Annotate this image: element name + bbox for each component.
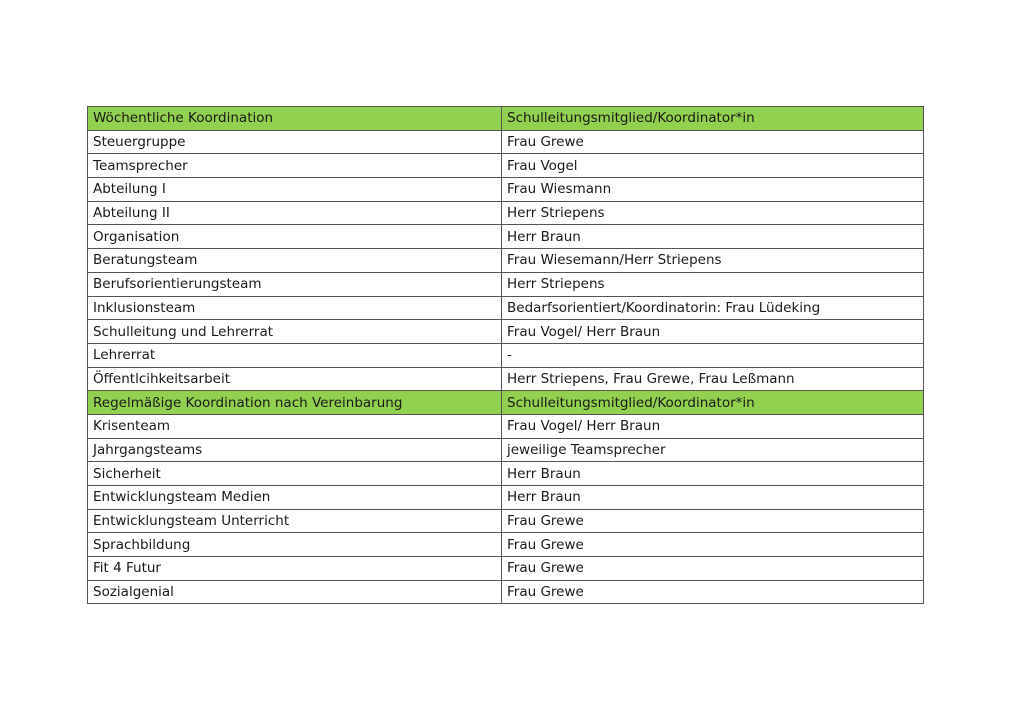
table-row	[88, 580, 924, 604]
table-row	[88, 201, 924, 225]
team-cell: Schulleitung und Lehrerrat	[88, 320, 502, 344]
section-header-role: Schulleitungsmitglied/Koordinator*in	[502, 107, 924, 131]
coordinator-cell: Frau Wiesmann	[502, 178, 924, 202]
table-row	[88, 249, 924, 273]
coordinator-cell: Herr Striepens	[502, 201, 924, 225]
coordinator-cell: -	[502, 343, 924, 367]
coordinator-cell: Herr Braun	[502, 486, 924, 510]
team-cell: Lehrerrat	[88, 343, 502, 367]
team-cell: Fit 4 Futur	[88, 557, 502, 581]
section-header-label: Wöchentliche Koordination	[88, 107, 502, 131]
coordinator-cell: Herr Striepens	[502, 272, 924, 296]
team-cell: Sicherheit	[88, 462, 502, 486]
coordinator-cell: jeweilige Teamsprecher	[502, 438, 924, 462]
coordinator-cell: Frau Vogel	[502, 154, 924, 178]
section-header-label: Regelmäßige Koordination nach Vereinbarung	[88, 391, 502, 415]
team-cell: Krisenteam	[88, 414, 502, 438]
coordinator-cell: Herr Braun	[502, 462, 924, 486]
coordination-table	[87, 106, 924, 604]
table-row	[88, 130, 924, 154]
table-row	[88, 367, 924, 391]
coordinator-cell: Frau Grewe	[502, 580, 924, 604]
team-cell: Teamsprecher	[88, 154, 502, 178]
team-cell: Entwicklungsteam Unterricht	[88, 509, 502, 533]
team-cell: Sozialgenial	[88, 580, 502, 604]
team-cell: Jahrgangsteams	[88, 438, 502, 462]
table-row	[88, 462, 924, 486]
team-cell: Abteilung II	[88, 201, 502, 225]
team-cell: Steuergruppe	[88, 130, 502, 154]
table-row	[88, 343, 924, 367]
table-row	[88, 154, 924, 178]
section-header-role: Schulleitungsmitglied/Koordinator*in	[502, 391, 924, 415]
team-cell: Öffentlcihkeitsarbeit	[88, 367, 502, 391]
table-row	[88, 533, 924, 557]
table-row	[88, 296, 924, 320]
coordinator-cell: Frau Grewe	[502, 533, 924, 557]
coordinator-cell: Frau Vogel/ Herr Braun	[502, 320, 924, 344]
team-cell: Sprachbildung	[88, 533, 502, 557]
table-row	[88, 438, 924, 462]
coordinator-cell: Herr Striepens, Frau Grewe, Frau Leßmann	[502, 367, 924, 391]
table-row	[88, 178, 924, 202]
team-cell: Berufsorientierungsteam	[88, 272, 502, 296]
team-cell: Beratungsteam	[88, 249, 502, 273]
coordinator-cell: Bedarfsorientiert/Koordinatorin: Frau Lüdeking	[502, 296, 924, 320]
table-row	[88, 414, 924, 438]
table-row	[88, 509, 924, 533]
coordinator-cell: Frau Grewe	[502, 130, 924, 154]
section-header-row	[88, 391, 924, 415]
team-cell: Entwicklungsteam Medien	[88, 486, 502, 510]
coordination-table-body	[88, 107, 924, 604]
team-cell: Inklusionsteam	[88, 296, 502, 320]
table-row	[88, 557, 924, 581]
coordinator-cell: Frau Wiesemann/Herr Striepens	[502, 249, 924, 273]
section-header-row	[88, 107, 924, 131]
table-row	[88, 225, 924, 249]
table-row	[88, 272, 924, 296]
table-row	[88, 320, 924, 344]
coordinator-cell: Frau Vogel/ Herr Braun	[502, 414, 924, 438]
team-cell: Organisation	[88, 225, 502, 249]
coordinator-cell: Herr Braun	[502, 225, 924, 249]
table-row	[88, 486, 924, 510]
coordinator-cell: Frau Grewe	[502, 557, 924, 581]
team-cell: Abteilung I	[88, 178, 502, 202]
coordinator-cell: Frau Grewe	[502, 509, 924, 533]
